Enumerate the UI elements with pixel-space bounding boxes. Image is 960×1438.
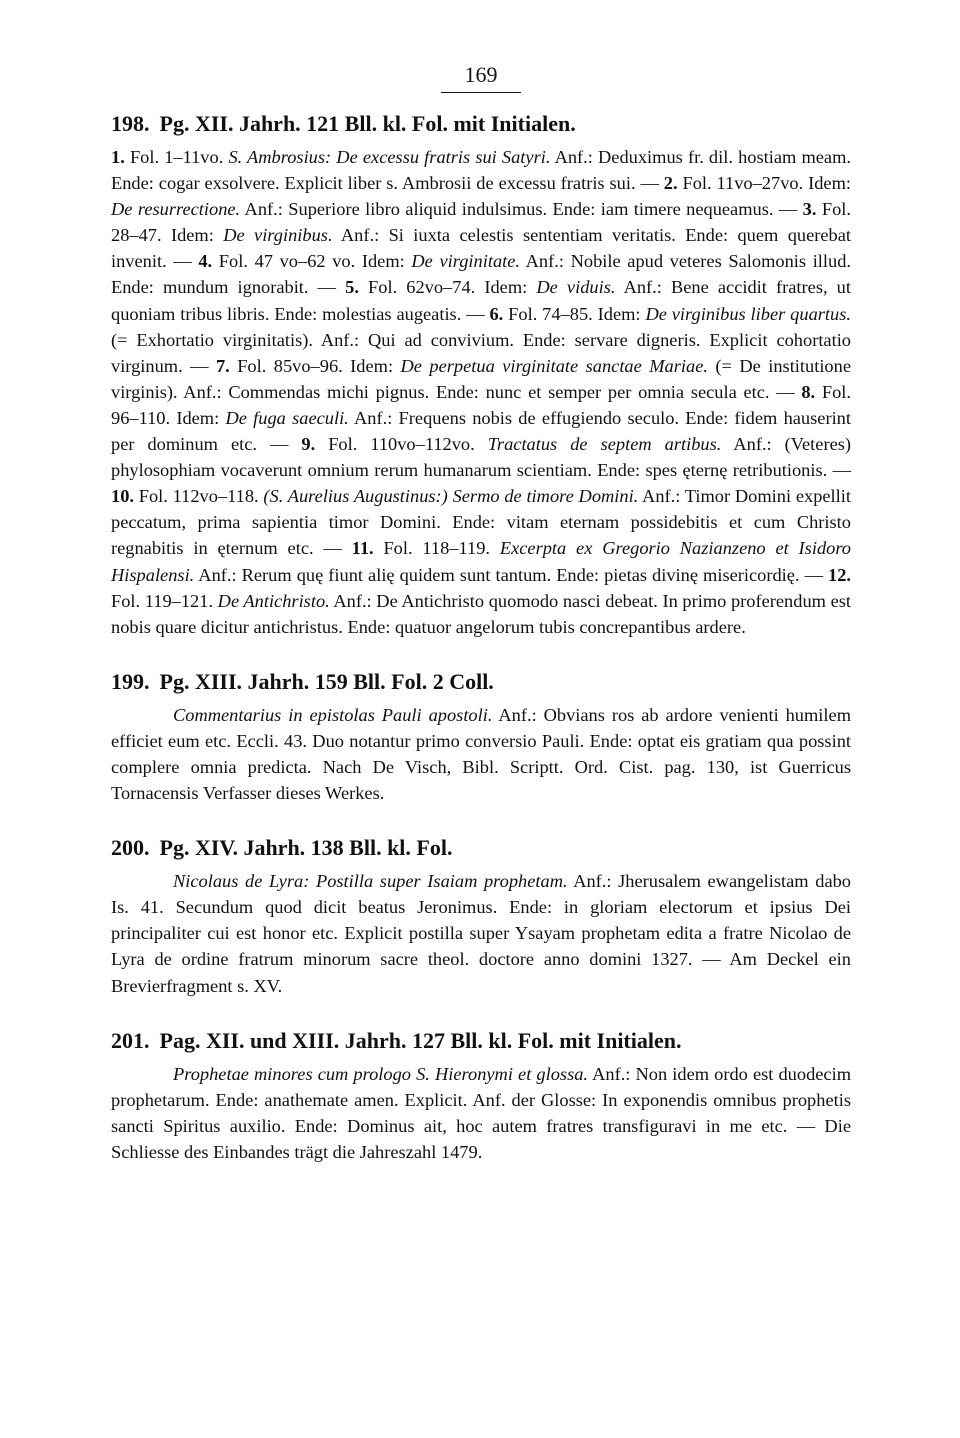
entry-body (111, 1061, 851, 1165)
text-run: Anf.: De Antichristo quomodo nasci debeat. In primo proferendum est nobis quare dicitur antichristus. Ende: quatuor angelorum tubis concrepantibus ardere. (111, 590, 852, 637)
text-run: Fol. 1–11vo. (129, 147, 229, 167)
item-number: 5. (345, 277, 359, 298)
work-title: De resurrectione. (111, 199, 241, 220)
text-run: Fol. 28–47. Idem: (111, 199, 851, 246)
entry-heading-text: Pag. XII. und XIII. Jahrh. 127 Bll. kl. Fol. mit Initialen. (159, 1027, 682, 1053)
entry-number: 200. (111, 835, 150, 861)
catalog-entry (111, 1027, 851, 1165)
entry-body (111, 702, 851, 806)
entry-heading-text: Pg. XIV. Jahrh. 138 Bll. kl. Fol. (159, 835, 453, 861)
work-title: Tractatus de septem artibus. (487, 434, 722, 455)
text-run: Anf.: Jherusalem ewangelistam dabo Is. 41. Secundum quod dicit beatus Jeronimus. Ende: in gloriam electorum et ipsius Dei principaliter cui est honor etc. Explicit postilla super Ysayam prophetam edita a fratre Nicolao de Lyra de ordine fratrum minorum sacre theol. doctore anno domini 1327. — Am Deckel ein Brevierfragment s. XV. (111, 871, 851, 996)
item-number: 9. (301, 434, 316, 455)
text-run: Anf.: Si iuxta celestis sententiam veritatis. Ende: quem querebat invenit. — (111, 225, 851, 272)
text-run: Fol. 96–110. Idem: (111, 381, 851, 428)
text-run: Anf.: Timor Domini expellit peccatum, prima sapientia timor Domini. Ende: vitam eternam possidebitis et cum Christo regnabitis in ęternum etc. — (111, 486, 851, 559)
entry-number: 199. (111, 668, 150, 694)
text-run: Fol. 110vo–112vo. (315, 434, 488, 455)
item-number: 8. (801, 381, 816, 402)
text-run: Anf.: (Veteres) phylosophiam vocaverunt omnium rerum humanarum scientiam. Ende: spes ęternę retributionis. — (111, 434, 852, 481)
work-title: S. Ambrosius: De excessu fratris sui Satyri. (228, 147, 551, 167)
item-number: 12. (828, 564, 851, 585)
text-run: Anf.: Nobile apud veteres Salomonis illud. Ende: mundum ignorabit. — (111, 251, 852, 298)
work-title: De fuga saeculi. (225, 407, 349, 428)
page-number: 169 (441, 62, 521, 93)
text-run: Anf.: Bene accidit fratres, ut quoniam tribus libris. Ende: molestias augeatis. — (111, 277, 851, 324)
entry-heading (111, 1027, 851, 1055)
entry-heading (111, 668, 851, 696)
text-run: (= Exhortatio virginitatis). Anf.: Qui ad convivium. Ende: servare digneris. Explicit cohortatio virginum. — (111, 329, 851, 376)
work-title: De virginibus. (223, 225, 333, 246)
catalog-entry (111, 834, 851, 998)
catalog-page (111, 62, 851, 1165)
text-run: Fol. 118–119. (373, 538, 500, 559)
text-run: (= De institutione virginis). Anf.: Commendas michi pignus. Ende: nunc et semper per omnia secula etc. — (111, 355, 851, 402)
work-title: Prophetae minores cum prologo S. Hieronymi et glossa. (173, 1063, 589, 1084)
entry-number: 201. (111, 1027, 150, 1053)
entry-body (111, 868, 851, 998)
text-run: Anf.: Frequens nobis de effugiendo seculo. Ende: fidem hauserint per dominum etc. — (111, 407, 851, 455)
text-run: Anf.: Rerum quę fiunt alię quidem sunt tantum. Ende: pietas divinę misericordię. — (194, 564, 828, 585)
text-run: Anf.: Non idem ordo est duodecim prophetarum. Ende: anathemate amen. Explicit. Anf. der Glosse: In exponendis omnibus prophetis sancti Spiritus auxilio. Ende: Dominus ait, hoc autem fratres transfiguravi in me etc. — Die Schliesse des Einbandes trägt die Jahreszahl 1479. (111, 1063, 852, 1162)
text-run: Fol. 62vo–74. Idem: (358, 277, 537, 298)
entry-heading-text: Pg. XII. Jahrh. 121 Bll. kl. Fol. mit Initialen. (159, 111, 576, 136)
work-title: Nicolaus de Lyra: Postilla super Isaiam prophetam. (173, 871, 568, 892)
item-number: 2. (663, 173, 678, 194)
work-title: De virginibus liber quartus. (645, 303, 851, 324)
entry-body (111, 144, 851, 640)
entry-number: 198. (111, 111, 150, 136)
catalog-entry (111, 668, 851, 806)
text-run: Fol. 47 vo–62 vo. Idem: (212, 251, 412, 272)
entry-heading (111, 110, 851, 138)
item-number: 6. (489, 303, 504, 324)
work-title: De Antichristo. (217, 590, 330, 611)
text-run: Anf.: Superiore libro aliquid indulsimus. Ende: iam timere nequeamus. — (240, 199, 803, 220)
item-number: 3. (802, 199, 817, 220)
item-number: 11. (351, 538, 374, 559)
text-run: Fol. 119–121. (111, 590, 218, 611)
entry-heading-text: Pg. XIII. Jahrh. 159 Bll. Fol. 2 Coll. (159, 668, 494, 694)
work-title: De viduis. (536, 277, 616, 298)
text-run: Fol. 11vo–27vo. Idem: (677, 173, 851, 194)
work-title: (S. Aurelius Augustinus:) Sermo de timore Domini. (263, 486, 639, 507)
item-number: 4. (198, 251, 213, 272)
entry-heading (111, 834, 851, 862)
item-number: 7. (215, 355, 230, 376)
work-title: Commentarius in epistolas Pauli apostoli. (173, 704, 493, 725)
text-run: Fol. 74–85. Idem: (503, 303, 646, 324)
work-title: De virginitate. (411, 251, 521, 272)
text-run: Anf.: Obvians ros ab ardore venienti humilem efficiet eum etc. Eccli. 43. Duo notantur primo conversio Pauli. Ende: optat eis gratiam qua possint complere omnia predicta. Nach De Visch, Bibl. Scriptt. Ord. Cist. pag. 130, ist Guerricus Tornacensis Verfasser dieses Werkes. (111, 704, 851, 804)
work-title: De perpetua virginitate sanctae Mariae. (400, 355, 708, 376)
item-number: 10. (111, 486, 134, 507)
catalog-entry (111, 110, 851, 640)
item-number: 1. (111, 147, 130, 167)
work-title: Excerpta ex Gregorio Nazianzeno et Isidoro Hispalensi. (111, 538, 851, 585)
text-run: Fol. 85vo–96. Idem: (229, 355, 401, 376)
text-run: Fol. 112vo–118. (134, 486, 264, 507)
text-run: Anf.: Deduximus fr. dil. hostiam meam. Ende: cogar exsolvere. Explicit liber s. Ambrosii de excessu fratris sui. — (111, 147, 851, 194)
